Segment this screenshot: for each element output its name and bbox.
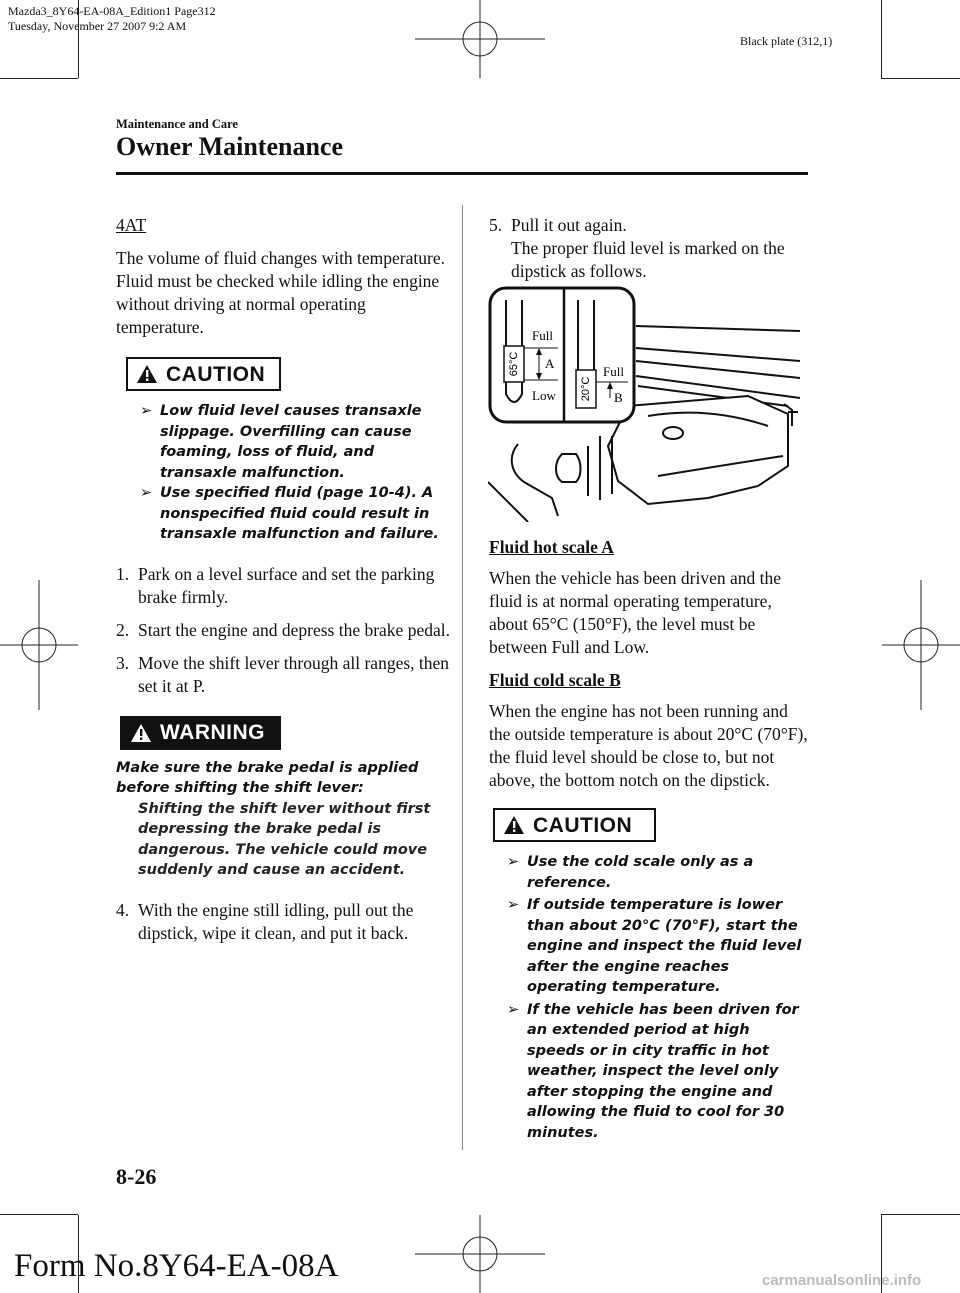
caution-badge — [126, 357, 281, 391]
arrow-icon: ➢ — [507, 897, 520, 913]
warning-triangle-icon — [136, 364, 158, 384]
caution-item: ➢ If outside temperature is lower than about 20°C (70°F), start the engine and inspect the fluid level after the engine reaches operating temperature. — [507, 895, 811, 998]
full-label-a: Full — [532, 328, 553, 343]
print-meta-line-2: Tuesday, November 27 2007 9:2 AM — [8, 19, 187, 33]
cold-scale-heading: Fluid cold scale B — [489, 670, 621, 690]
scale-a-label: A — [545, 356, 555, 371]
low-label: Low — [532, 388, 556, 403]
crosshair-right-icon — [882, 580, 960, 710]
arrow-icon: ➢ — [507, 1001, 520, 1018]
column-divider — [462, 205, 463, 1150]
step-item: 5. Pull it out again. — [489, 215, 627, 235]
form-number: Form No.8Y64-EA-08A — [14, 1248, 339, 1284]
temp-label-b: 20°C — [579, 376, 592, 402]
section-label: Maintenance and Care — [116, 117, 238, 131]
subheading-4at: 4AT — [116, 215, 147, 235]
steps-list — [116, 563, 451, 698]
dipstick-figure — [488, 286, 810, 522]
crosshair-top-icon — [415, 0, 545, 80]
caution-item: ➢ Use the cold scale only as a reference. — [507, 852, 811, 893]
hot-scale-text: When the vehicle has been driven and the fluid is at normal operating temperature, about 65°C (150°F), the level must be between Full and Low. — [489, 568, 782, 657]
page-title: Owner Maintenance — [116, 132, 343, 161]
plate-label: Black plate (312,1) — [740, 34, 833, 48]
caution-label: CAUTION — [166, 362, 266, 386]
step5-detail: The proper fluid level is marked on the dipstick as follows. — [511, 238, 785, 281]
crosshair-left-icon — [0, 580, 80, 710]
caution-box — [493, 808, 811, 842]
caution-list — [140, 401, 451, 545]
cold-scale-text: When the engine has not been running and the outside temperature is about 20°C (70°F), the fluid level should be close to, but not above, the bottom notch on the dipstick. — [489, 701, 808, 790]
caution-item: ➢ Low fluid level causes transaxle slippage. Overfilling can cause foaming, loss of fluid, and transaxle malfunction. — [140, 401, 451, 483]
step-item: 2. Start the engine and depress the brake pedal. — [116, 619, 450, 640]
step-item: 3. Move the shift lever through all ranges, then set it at P. — [116, 652, 450, 696]
print-meta — [8, 4, 216, 34]
warning-triangle-icon — [503, 815, 525, 835]
page-number: 8-26 — [116, 1164, 157, 1189]
right-column — [489, 214, 809, 283]
step-item: 4. With the engine still idling, pull out the dipstick, wipe it clean, and put it back. — [116, 899, 414, 943]
right-column-lower — [489, 536, 811, 1143]
hot-scale-heading: Fluid hot scale A — [489, 537, 614, 557]
warning-heading: Make sure the brake pedal is applied before shifting the shift lever: — [116, 759, 419, 796]
full-label-b: Full — [603, 364, 624, 379]
title-rule — [116, 172, 808, 175]
left-column — [116, 214, 451, 945]
intro-text: The volume of fluid changes with temperature. Fluid must be checked while idling the engine without driving at normal operating temperature. — [116, 248, 445, 337]
warning-box — [120, 716, 451, 750]
crosshair-bottom-icon — [415, 1215, 545, 1293]
warning-body: Shifting the shift lever without first depressing the brake pedal is dangerous. The vehicle could move suddenly and cause an accident. — [138, 800, 431, 878]
caution-box — [126, 357, 451, 391]
scale-b-label: B — [614, 390, 623, 405]
arrow-icon: ➢ — [140, 403, 153, 419]
temp-label-a: 65°C — [507, 351, 520, 377]
watermark: carmanualsonline.info — [762, 1272, 922, 1289]
arrow-icon: ➢ — [140, 485, 153, 501]
caution-badge — [493, 808, 656, 842]
caution-item: ➢ If the vehicle has been driven for an extended period at high speeds or in city traffic in hot weather, inspect the level only after stopping the engine and allowing the fluid to cool for 30 minutes. — [507, 1000, 811, 1144]
arrow-icon: ➢ — [507, 854, 520, 870]
print-meta-line-1: Mazda3_8Y64-EA-08A_Edition1 Page312 — [8, 4, 216, 18]
caution-label: CAUTION — [533, 813, 633, 837]
caution-list — [507, 852, 811, 1143]
step-item: 1. Park on a level surface and set the parking brake firmly. — [116, 563, 435, 607]
caution-item: ➢ Use specified fluid (page 10-4). A nonspecified fluid could result in transaxle malfunction and failure. — [140, 483, 451, 545]
warning-triangle-icon — [130, 723, 152, 743]
warning-badge — [120, 716, 281, 750]
warning-label: WARNING — [160, 721, 265, 744]
